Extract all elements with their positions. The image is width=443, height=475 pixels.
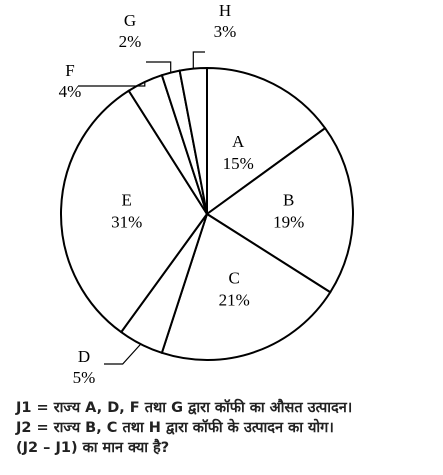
slice-label-h: H (218, 1, 232, 20)
slice-label-e: E (121, 190, 132, 210)
question-line-3: (J2 – J1) का मान क्या है? (16, 440, 170, 456)
slice-value-g: 2% (118, 32, 142, 51)
leader-line-g (146, 62, 171, 73)
slice-value-b: 19% (273, 212, 305, 232)
slice-label-c: C (228, 268, 240, 288)
leader-line-f (78, 82, 145, 86)
slice-label-g: G (123, 11, 137, 30)
slice-label-d: D (77, 347, 91, 366)
slice-label-a: A (232, 131, 245, 151)
slice-value-c: 21% (218, 290, 250, 310)
slice-value-a: 15% (222, 153, 254, 173)
slice-value-d: 5% (72, 368, 96, 387)
leader-line-h (193, 52, 205, 69)
question-line-2: J2 = राज्य B, C तथा H द्वारा कॉफी के उत्पादन का योग। (16, 420, 334, 436)
question-text (16, 398, 436, 458)
pie-slices (58, 68, 353, 360)
slice-label-b: B (283, 190, 295, 210)
slice-value-e: 31% (111, 212, 143, 232)
slice-value-f: 4% (58, 82, 82, 101)
question-line-1: J1 = राज्य A, D, F तथा G द्वारा कॉफी का औसत उत्पादन। (16, 400, 353, 416)
slice-label-f: F (65, 61, 75, 80)
slice-value-h: 3% (213, 22, 237, 41)
leader-line-d (104, 344, 141, 364)
